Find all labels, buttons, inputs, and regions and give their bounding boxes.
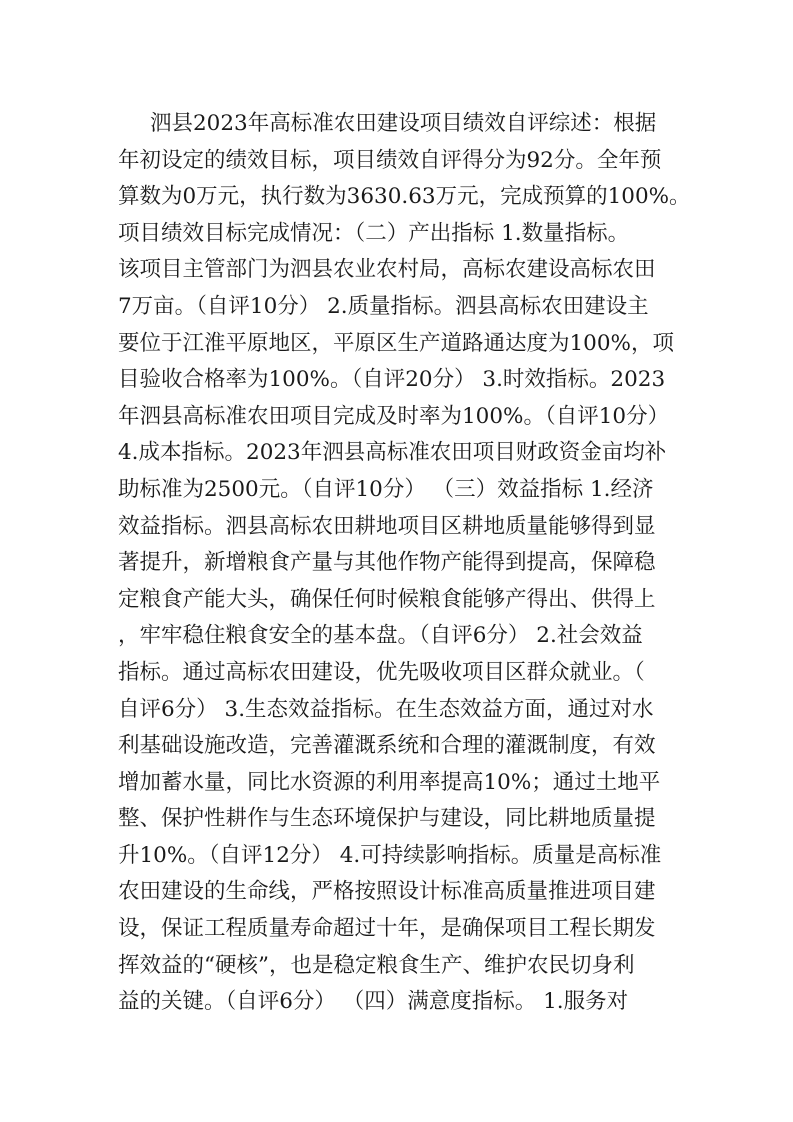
text-line: 年初设定的绩效目标，项目绩效自评得分为92分。全年预	[118, 147, 662, 173]
text-line: 年泗县高标准农田项目完成及时率为100%。（自评10分）	[118, 403, 670, 429]
text-line: 益的关键。（自评6分） （四）满意度指标。 1.服务对	[118, 989, 629, 1015]
text-line: 利基础设施改造，完善灌溉系统和合理的灌溉制度，有效	[118, 733, 656, 759]
text-line: 4.成本指标。2023年泗县高标准农田项目财政资金亩均补	[118, 440, 667, 466]
text-line: 算数为0万元，执行数为3630.63万元，完成预算的100%。	[118, 184, 691, 210]
text-line: 整、保护性耕作与生态环境保护与建设，同比耕地质量提	[118, 806, 656, 832]
text-line: 设，保证工程质量寿命超过十年，是确保项目工程长期发	[118, 916, 656, 942]
text-line: 农田建设的生命线，严格按照设计标准高质量推进项目建	[118, 879, 656, 905]
text-line: 泗县2023年高标准农田建设项目绩效自评综述：根据	[150, 111, 657, 136]
text-line: 该项目主管部门为泗县农业农村局，高标农建设高标农田	[118, 257, 656, 283]
text-line: 项目绩效目标完成情况：（二）产出指标 1.数量指标。	[118, 220, 630, 246]
text-line: 7万亩。（自评10分） 2.质量指标。泗县高标农田建设主	[118, 293, 649, 319]
body-paragraph	[118, 106, 698, 1021]
text-line: 指标。通过高标农田建设，优先吸收项目区群众就业。（	[118, 659, 645, 685]
text-line: 定粮食产能大头，确保任何时候粮食能够产得出、供得上	[118, 586, 656, 612]
text-line: 助标准为2500元。（自评10分） （三）效益指标 1.经济	[118, 476, 654, 502]
text-line: 目验收合格率为100%。（自评20分） 3.时效指标。2023	[118, 367, 666, 393]
text-line: 挥效益的“硬核”，也是稳定粮食生产、维护农民切身利	[118, 952, 635, 978]
text-line: ，牢牢稳住粮食安全的基本盘。（自评6分） 2.社会效益	[118, 623, 643, 649]
text-line: 增加蓄水量，同比水资源的利用率提高10%；通过土地平	[118, 769, 661, 795]
text-line: 著提升，新增粮食产量与其他作物产能得到提高，保障稳	[118, 550, 656, 576]
text-line: 效益指标。泗县高标农田耕地项目区耕地质量能够得到显	[118, 513, 656, 539]
text-line: 升10%。（自评12分） 4.可持续影响指标。质量是高标准	[118, 842, 662, 868]
text-line: 要位于江淮平原地区，平原区生产道路通达度为100%，项	[118, 330, 674, 356]
text-line: 自评6分） 3.生态效益指标。在生态效益方面，通过对水	[118, 696, 654, 722]
